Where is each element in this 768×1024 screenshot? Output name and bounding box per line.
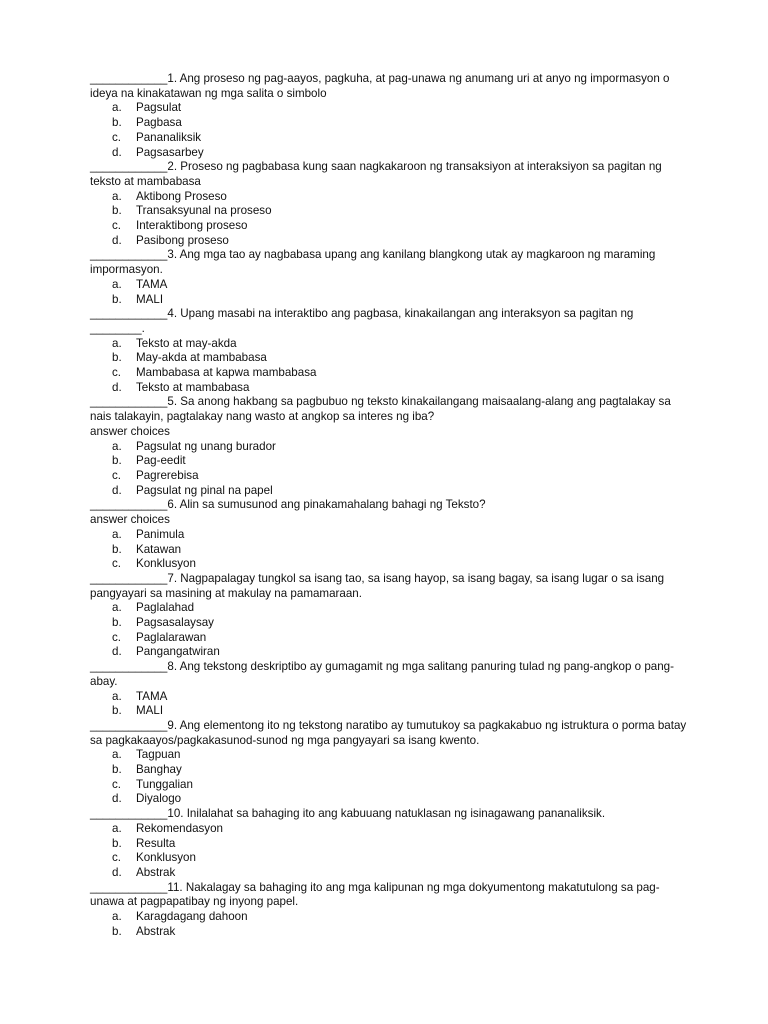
option-item [90,763,690,778]
option-item [90,190,690,205]
option-list [90,440,690,499]
question-text [90,719,690,748]
question-block [90,248,690,307]
question-prompt: 1. Ang proseso ng pag-aayos, pagkuha, at pag-unawa ng anumang uri at anyo ng impormasyon o ideya na kinakatawan ng mga salita o simbolo [90,72,670,100]
option-letter: d. [112,645,122,659]
option-letter: b. [112,454,122,468]
option-list [90,278,690,307]
question-block [90,807,690,881]
question-block [90,395,690,498]
option-letter: b. [112,763,122,777]
option-letter: a. [112,189,122,203]
option-letter: a. [112,910,122,924]
option-item [90,690,690,705]
option-letter: d. [112,865,122,879]
question-prompt: 3. Ang mga tao ay nagbabasa upang ang kanilang blangkong utak ay magkaroon ng maraming impormasyon. [90,248,656,277]
question-text [90,660,690,689]
option-text: Abstrak [136,924,176,938]
question-block [90,160,690,248]
option-letter: b. [112,116,122,130]
option-letter: a. [112,336,122,350]
answer-blank: ____________ [90,248,168,262]
option-text: Pagbasa [136,116,182,130]
option-item [90,440,690,455]
question-text [90,248,690,277]
question-prompt: 5. Sa anong hakbang sa pagbubuo ng teksto kinakailangang maisaalang-alang ang pagtalakay sa nais talakayin, pagtalakay nang wasto at angkop sa interes ng iba? [90,395,671,424]
option-item [90,837,690,852]
question-prompt: 10. Inilalahat sa bahaging ito ang kabuuang natuklasan ng isinagawang pananaliksik. [167,807,606,821]
option-item [90,631,690,646]
option-letter: c. [112,130,122,144]
option-item [90,616,690,631]
option-letter: d. [112,145,122,159]
option-item [90,925,690,940]
option-item [90,293,690,308]
option-item [90,910,690,925]
option-list [90,822,690,881]
option-item [90,204,690,219]
option-letter: b. [112,351,122,365]
option-list [90,910,690,939]
option-text: MALI [136,292,164,306]
option-text: Rekomendasyon [136,821,224,835]
question-text [90,160,690,189]
option-item [90,704,690,719]
option-letter: a. [112,601,122,615]
option-letter: b. [112,836,122,850]
question-text [90,395,690,424]
option-letter: a. [112,277,122,291]
option-item [90,484,690,499]
option-list [90,528,690,572]
option-item [90,337,690,352]
option-item [90,866,690,881]
question-text [90,807,690,822]
option-item [90,219,690,234]
option-text: Interaktibong proseso [136,219,248,233]
option-item [90,528,690,543]
answer-blank: ____________ [90,307,168,321]
option-letter: d. [112,792,122,806]
answer-blank: ____________ [90,498,168,512]
option-text: Tunggalian [136,777,193,791]
option-letter: b. [112,704,122,718]
option-letter: a. [112,689,122,703]
option-item [90,454,690,469]
option-text: Abstrak [136,865,176,879]
option-text: Banghay [136,763,182,777]
answer-blank: ____________ [90,807,168,821]
option-letter: b. [112,924,122,938]
question-text [90,307,690,336]
option-letter: a. [112,821,122,835]
question-text [90,881,690,910]
option-list [90,748,690,807]
option-text: Katawan [136,542,182,556]
question-text [90,572,690,601]
option-text: Pagrerebisa [136,468,199,482]
option-text: TAMA [136,689,168,703]
option-item [90,366,690,381]
option-list [90,337,690,396]
question-prompt: 11. Nakalagay sa bahaging ito ang mga kalipunan ng mga dokyumentong makatutulong sa pag-unawa at pagpapatibay ng inyong papel. [90,880,660,909]
option-item [90,278,690,293]
option-item [90,851,690,866]
option-letter: c. [112,468,122,482]
option-letter: c. [112,851,122,865]
option-text: Pagsasarbey [136,145,204,159]
question-block [90,572,690,660]
answer-blank: ____________ [90,72,168,85]
question-text [90,72,690,101]
option-text: May-akda at mambabasa [136,351,267,365]
option-letter: b. [112,204,122,218]
option-text: MALI [136,704,164,718]
option-letter: d. [112,233,122,247]
option-text: Tagpuan [136,748,181,762]
option-item [90,557,690,572]
option-list [90,101,690,160]
question-block [90,719,690,807]
option-letter: a. [112,439,122,453]
question-prompt: 8. Ang tekstong deskriptibo ay gumagamit ng mga salitang panuring tulad ng pang-angkop o pang-abay. [90,660,674,688]
option-text: Pagsulat ng pinal na papel [136,483,273,497]
option-item [90,234,690,249]
option-text: Konklusyon [136,557,196,571]
quiz-document [90,72,690,939]
option-text: Pag-eedit [136,454,186,468]
answer-blank: ____________ [90,160,168,174]
option-item [90,792,690,807]
option-text: Resulta [136,836,176,850]
question-prompt: 2. Proseso ng pagbabasa kung saan nagkakaroon ng transaksiyon at interaksiyon sa pagitan ng teksto at mambabasa [90,160,662,188]
option-item [90,101,690,116]
question-prompt: 6. Alin sa sumusunod ang pinakamahalang bahagi ng Teksto? [167,498,486,512]
option-letter: c. [112,557,122,571]
answer-choices-label: answer choices [90,513,170,527]
answer-blank: ____________ [90,880,168,894]
question-text [90,498,690,513]
option-item [90,778,690,793]
option-letter: b. [112,542,122,556]
question-prompt: 4. Upang masabi na interaktibo ang pagbasa, kinakailangan ang interaksyon sa pagitan ng ________. [90,307,634,335]
option-letter: c. [112,630,122,644]
question-prompt: 9. Ang elementong ito ng tekstong naratibo ay tumutukoy sa pagkakabuo ng istruktura o porma batay sa pagkakaayos/pagkakasunod-sunod ng mga pangyayari sa isang kwento. [90,718,687,747]
option-text: Pagsulat [136,101,182,115]
option-item [90,645,690,660]
option-letter: c. [112,777,122,791]
option-text: Pananaliksik [136,130,202,144]
option-item [90,748,690,763]
option-letter: a. [112,748,122,762]
question-block [90,660,690,719]
option-item [90,131,690,146]
question-block [90,498,690,572]
answer-blank: ____________ [90,571,168,585]
option-text: Pasibong proseso [136,233,229,247]
question-block [90,881,690,940]
answer-blank: ____________ [90,718,168,732]
option-letter: d. [112,483,122,497]
option-letter: c. [112,366,122,380]
option-text: Pagsasalaysay [136,616,214,630]
option-text: Mambabasa at kapwa mambabasa [136,366,317,380]
option-text: Aktibong Proseso [136,189,227,203]
option-text: Karagdagang dahoon [136,910,248,924]
question-prompt: 7. Nagpapalagay tungkol sa isang tao, sa isang hayop, sa isang bagay, sa isang lugar o sa isang pangyayari sa masining at makulay na pamamaraan. [90,571,665,600]
question-block [90,72,690,160]
option-letter: c. [112,219,122,233]
option-text: Diyalogo [136,792,182,806]
option-letter: d. [112,380,122,394]
option-list [90,190,690,249]
option-list [90,601,690,660]
option-letter: b. [112,292,122,306]
option-item [90,543,690,558]
answer-blank: ____________ [90,395,168,409]
option-item [90,601,690,616]
option-text: Paglalahad [136,601,195,615]
option-text: Pagsulat ng unang burador [136,439,276,453]
option-item [90,469,690,484]
option-text: Panimula [136,527,185,541]
option-letter: b. [112,616,122,630]
option-letter: a. [112,101,122,115]
option-item [90,381,690,396]
option-list [90,690,690,719]
option-letter: a. [112,527,122,541]
option-item [90,116,690,131]
option-item [90,146,690,161]
option-text: Pangangatwiran [136,645,220,659]
option-text: Teksto at may-akda [136,336,237,350]
option-text: Paglalarawan [136,630,207,644]
answer-blank: ____________ [90,660,168,674]
option-item [90,822,690,837]
option-text: Konklusyon [136,851,196,865]
option-item [90,351,690,366]
option-text: Transaksyunal na proseso [136,204,272,218]
question-block [90,307,690,395]
option-text: Teksto at mambabasa [136,380,250,394]
option-text: TAMA [136,277,168,291]
answer-choices-label: answer choices [90,424,170,438]
